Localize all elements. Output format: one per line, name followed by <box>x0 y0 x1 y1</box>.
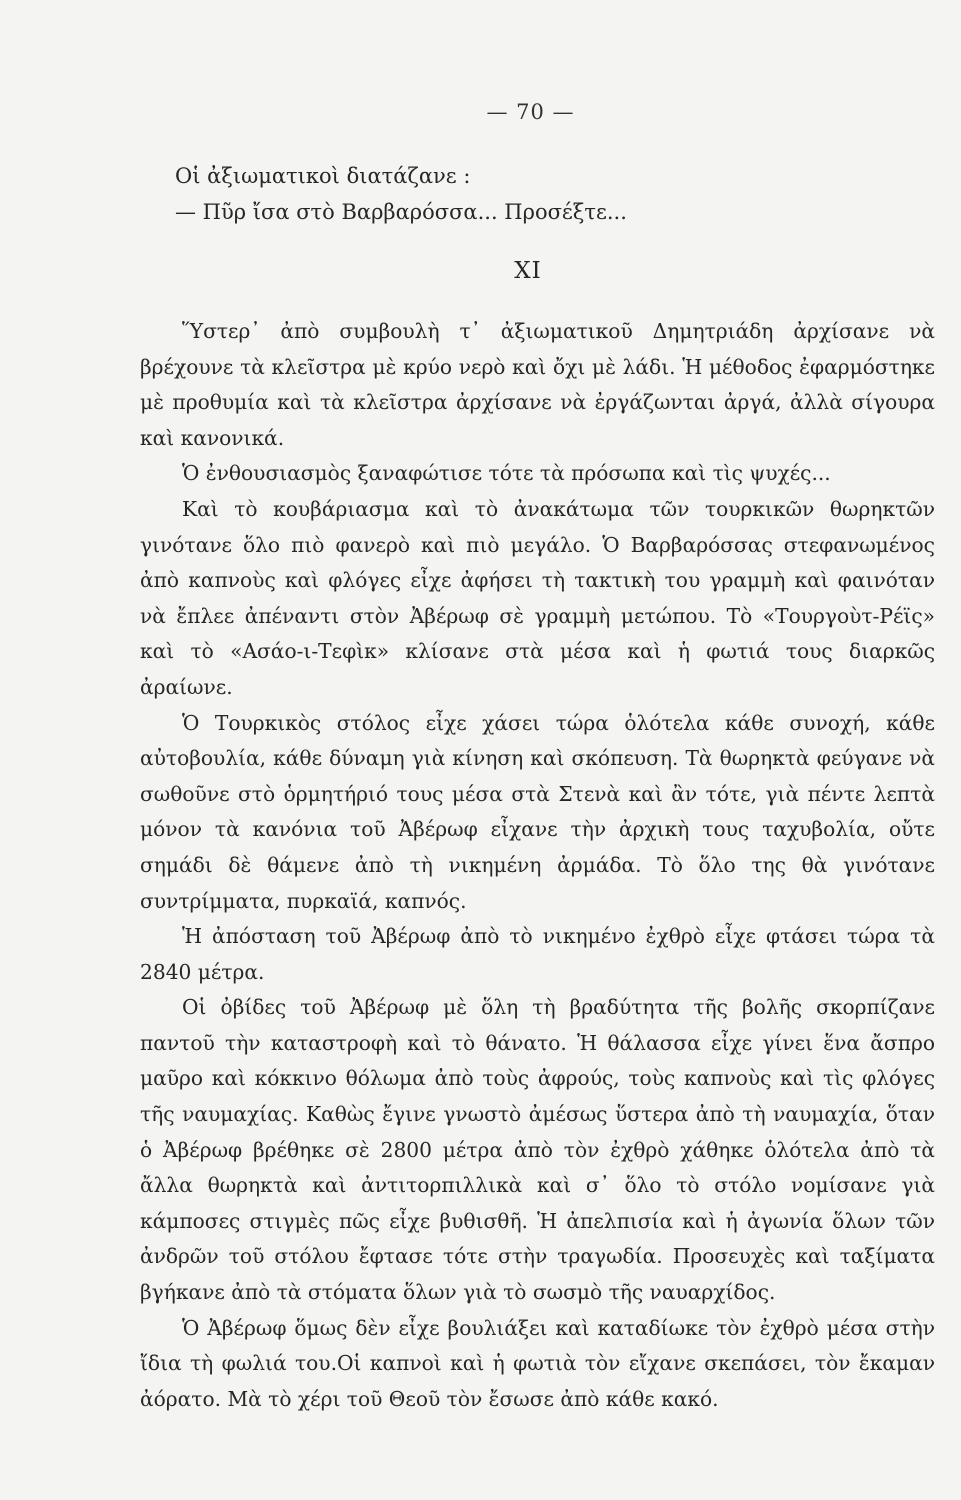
paragraph: Ὕστερ᾽ ἀπὸ συμβουλὴ τ᾽ ἀξιωματικοῦ Δημητριάδη ἀρχίσανε νὰ βρέχουνε τὰ κλεῖστρα μὲ κρύο νερὸ καὶ ὄχι μὲ λάδι. Ἡ μέθοδος ἐφαρμόστηκε μὲ προθυμία καὶ τὰ κλεῖστρα ἀρχίσανε νὰ ἐργάζωνται ἀργά, ἀλλὰ σίγουρα καὶ κανονικά. <box>140 319 935 450</box>
paragraph: Ὁ Ἀβέρωφ ὅμως δὲν εἶχε βουλιάξει καὶ καταδίωκε τὸν ἐχθρὸ μέσα στὴν ἴδια τὴ φωλιά του.Οἱ καπνοὶ καὶ ἡ φωτιὰ τὸν εἴχανε σκεπάσει, τὸν ἔκαμαν ἀόρατο. Μὰ τὸ χέρι τοῦ Θεοῦ τὸν ἔσωσε ἀπὸ κάθε κακό. <box>140 1315 935 1411</box>
chapter-heading: XI <box>514 258 542 284</box>
paragraph: Ἡ ἀπόσταση τοῦ Ἀβέρωφ ἀπὸ τὸ νικημένο ἐχθρὸ εἶχε φτάσει τώρα τὰ 2840 μέτρα. <box>140 924 935 984</box>
intro-line: — Πῦρ ἴσα στὸ Βαρβαρόσσα... Προσέξτε... <box>175 200 627 224</box>
paragraph: Ὁ Τουρκικὸς στόλος εἶχε χάσει τώρα ὁλότελα κάθε συνοχή, κάθε αὐτοβουλία, κάθε δύναμη γιὰ κίνηση καὶ σκόπευση. Τὰ θωρηκτὰ φεύγανε νὰ σωθοῦνε στὸ ὁρμητήριό τους μέσα στὰ Στενὰ καὶ ἂν τότε, γιὰ πέντε λεπτὰ μόνον τὰ κανόνια τοῦ Ἀβέρωφ εἶχανε τὴν ἀρχικὴ τους ταχυβολία, οὔτε σημάδι δὲ θάμενε ἀπὸ τὴ νικημένη ἀρμάδα. Τὸ ὅλο της θὰ γινότανε συντρίμματα, πυρκαϊά, καπνός. <box>140 710 935 913</box>
page-number: — 70 — <box>486 100 575 124</box>
paragraph: Καὶ τὸ κουβάριασμα καὶ τὸ ἀνακάτωμα τῶν τουρκικῶν θωρηκτῶν γινότανε ὅλο πιὸ φανερὸ καὶ πιὸ μεγάλο. Ὁ Βαρβαρόσσας στεφανωμένος ἀπὸ καπνοὺς καὶ φλόγες εἶχε ἀφήσει τὴ τακτικὴ του γραμμὴ καὶ φαινόταν νὰ ἔπλεε ἀπέναντι στὸν Ἀβέρωφ σὲ γραμμὴ μετώπου. Τὸ «Τουργοὺτ-Ρέϊς» καὶ τὸ «Ασάο-ι-Τεφὶκ» κλίσανε στὰ μέσα καὶ ἡ φωτιά τους διαρκῶς ἀραίωνε. <box>140 496 935 699</box>
paragraph: Οἱ ὀβίδες τοῦ Ἀβέρωφ μὲ ὅλη τὴ βραδύτητα τῆς βολῆς σκορπίζανε παντοῦ τὴν καταστροφὴ καὶ τὸ θάνατο. Ἡ θάλασσα εἶχε γίνει ἕνα ἄσπρο μαῦρο καὶ κόκκινο θόλωμα ἀπὸ τοὺς ἀφρούς, τοὺς καπνοὺς καὶ τὶς φλόγες τῆς ναυμαχίας. Καθὼς ἔγινε γνωστὸ ἀμέσως ὕστερα ἀπὸ τὴ ναυμαχία, ὅταν ὁ Ἀβέρωφ βρέθηκε σὲ 2800 μέτρα ἀπὸ τὸν ἐχθρὸ χάθηκε ὁλότελα ἀπὸ τὰ ἄλλα θωρηκτὰ καὶ ἀντιτορπιλλικὰ καὶ σ᾽ ὅλο τὸ στόλο νομίσανε γιὰ κάμποσες στιγμὲς πῶς εἶχε βυθισθῆ. Ἡ ἀπελπισία καὶ ἡ ἀγωνία ὅλων τῶν ἀνδρῶν τοῦ στόλου ἔφτασε τότε στὴν τραγωδία. Προσευχὲς καὶ ταξίματα βγήκανε ἀπὸ τὰ στόματα ὅλων γιὰ τὸ σωσμὸ τῆς ναυαρχίδος. <box>140 995 935 1305</box>
body-text <box>140 314 935 1417</box>
intro-line: Οἱ ἀξιωματικοὶ διατάζανε : <box>175 164 471 188</box>
intro-dialogue <box>175 158 935 230</box>
paragraph: Ὁ ἐνθουσιασμὸς ξαναφώτισε τότε τὰ πρόσωπα καὶ τὶς ψυχές... <box>182 461 831 486</box>
